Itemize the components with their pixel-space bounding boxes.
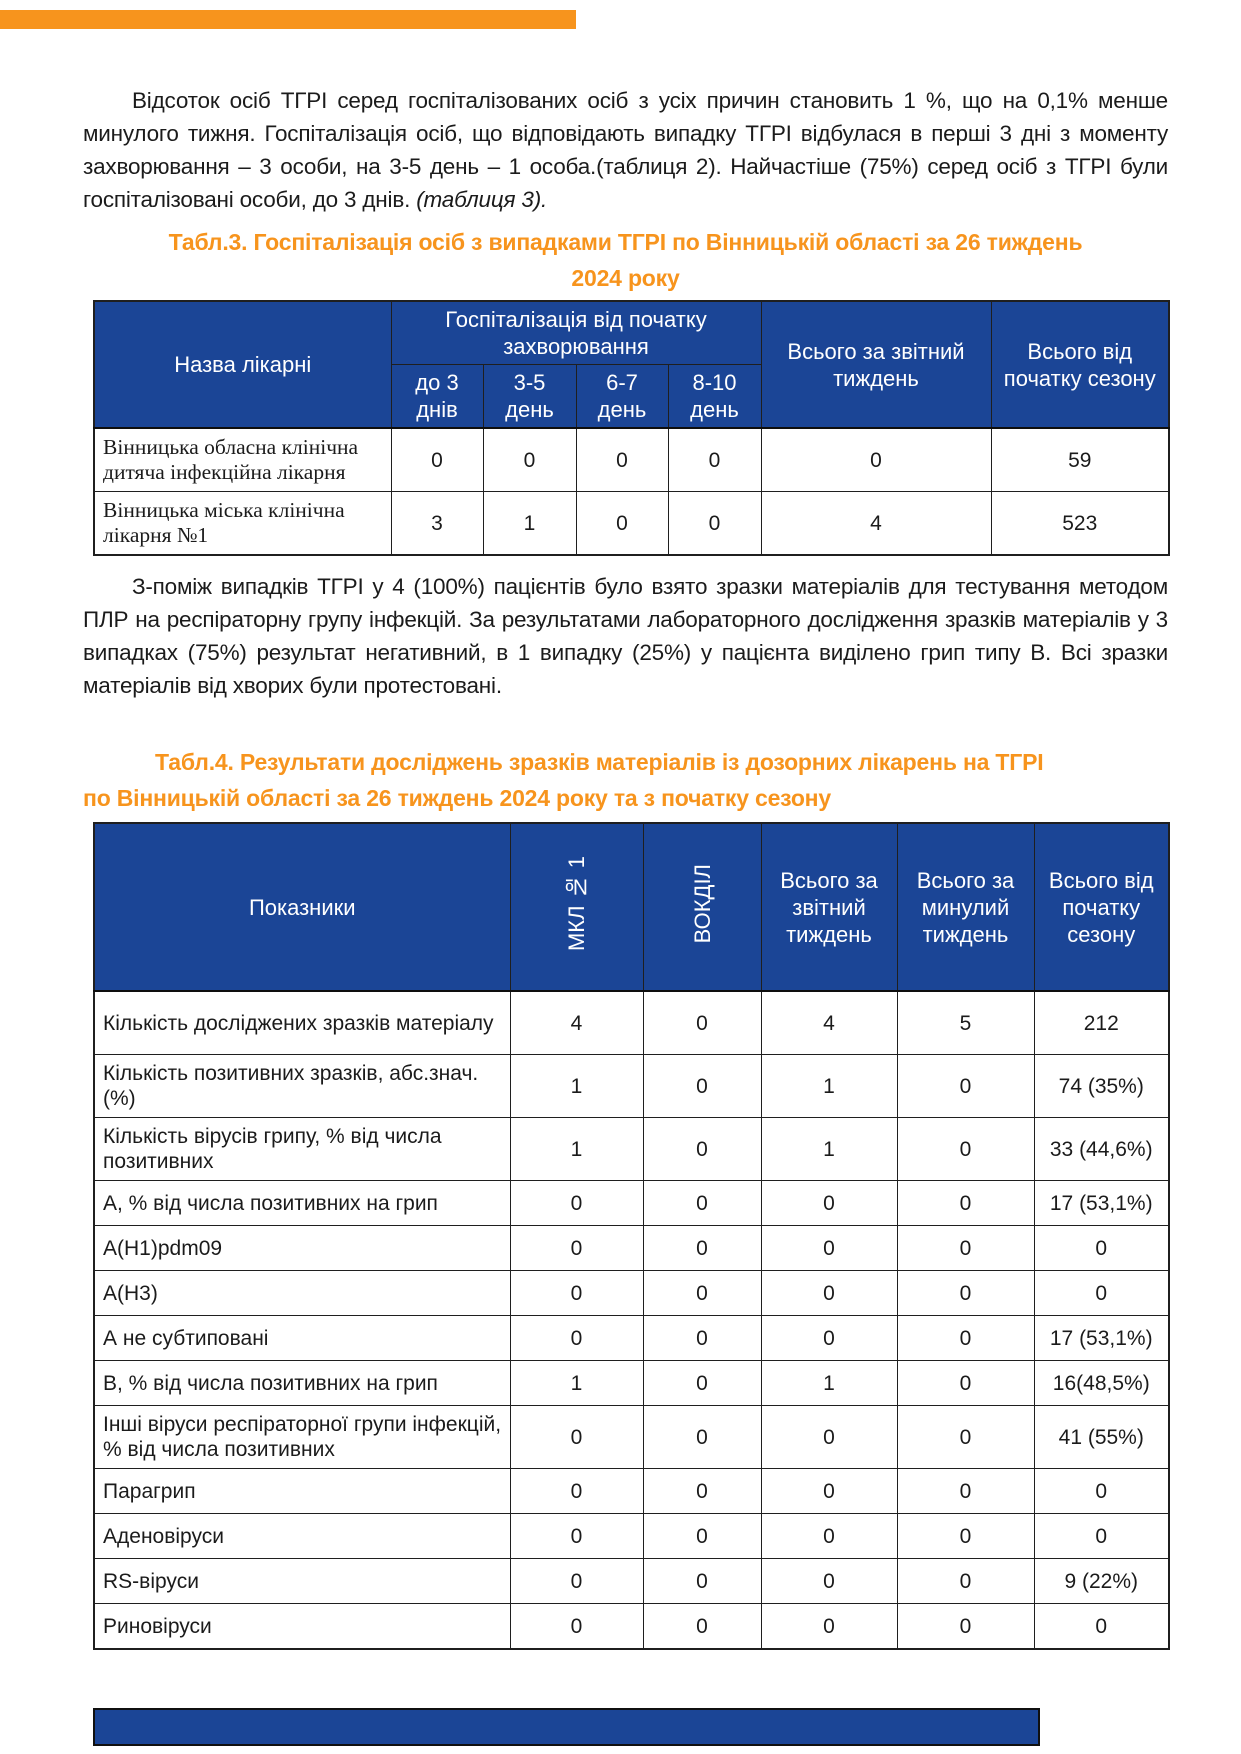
value-cell: 33 (44,6%) [1034,1118,1169,1181]
paragraph-hospitalization [83,84,1168,216]
value-cell: 74 (35%) [1034,1055,1169,1118]
value-cell: 0 [643,1271,761,1316]
table3-header-group: Госпіталізація від початку захворювання [391,301,761,365]
value-cell: 0 [643,1181,761,1226]
table4-header-mkl1 [510,823,643,991]
table3-title-line1: Табл.3. Госпіталізація осіб з випадками ТГРІ по Вінницькій області за 26 тиждень [168,229,1083,255]
value-cell: 0 [897,1181,1034,1226]
value-cell: 0 [643,1055,761,1118]
row-label-cell: A(H3) [94,1271,510,1316]
value-cell: 0 [897,1226,1034,1271]
value-cell: 0 [897,1271,1034,1316]
value-cell: 0 [510,1514,643,1559]
value-cell: 0 [510,1226,643,1271]
value-cell: 0 [1034,1604,1169,1650]
table4-header-vokdil-text: ВОКДІЛ [689,864,715,944]
table-row [94,1361,1169,1406]
paragraph-table3-reference: (таблиця 3). [416,187,548,212]
value-cell: 0 [510,1181,643,1226]
value-cell: 0 [761,1514,897,1559]
value-cell: 0 [643,1469,761,1514]
table-row [94,1181,1169,1226]
row-label-cell: Риновіруси [94,1604,510,1650]
table-row [94,1316,1169,1361]
value-cell: 0 [483,428,576,492]
bottom-cutoff-next-table-header-bar [93,1708,1040,1746]
value-cell: 0 [1034,1469,1169,1514]
table4-header-total-season: Всього від початку сезону [1034,823,1169,991]
table-row [94,1055,1169,1118]
paragraph-samples: З-поміж випадків ТГРІ у 4 (100%) пацієнтів було взято зразки матеріалів для тестування методом ПЛР на респіраторну групу інфекцій. За результатами лабораторного дослідження зразків матеріалів у 3 випадках (75%) результат негативний, в 1 випадку (25%) у пацієнта виділено грип типу В. Всі зразки матеріалів від хворих були протестовані. [83,574,1168,698]
value-cell: 0 [643,1361,761,1406]
value-cell: 0 [643,1316,761,1361]
table-row [94,1406,1169,1469]
value-cell: 0 [897,1406,1034,1469]
value-cell: 0 [761,1271,897,1316]
value-cell: 0 [761,1604,897,1650]
value-cell: 1 [761,1055,897,1118]
value-cell: 0 [668,428,761,492]
value-cell: 0 [761,1316,897,1361]
value-cell: 41 (55%) [1034,1406,1169,1469]
value-cell: 1 [510,1361,643,1406]
value-cell: 0 [897,1514,1034,1559]
table-row [94,1271,1169,1316]
value-cell: 1 [761,1118,897,1181]
table3-header-total-week: Всього за звітний тиждень [761,301,991,428]
row-label-cell: RS-віруси [94,1559,510,1604]
value-cell: 0 [510,1559,643,1604]
table4-header-mkl1-text: МКЛ № 1 [564,856,589,952]
value-cell: 0 [643,1118,761,1181]
row-label-cell: Кількість досліджених зразків матеріалу [94,991,510,1055]
paragraph-hospitalization-text: Відсоток осіб ТГРІ серед госпіталізованих осіб з усіх причин становить 1 %, що на 0,1% менше минулого тижня. Госпіталізація осіб, що відповідають випадку ТГРІ відбулася в перші 3 дні з моменту захворювання – 3 особи, на 3-5 день – 1 особа.(таблиця 2). Найчастіше (75%) серед осіб з ТГРІ були госпіталізовані особи, до 3 днів. [83,88,1168,212]
top-cutoff-orange-bar [0,10,576,29]
value-cell: 0 [761,1469,897,1514]
table-row [94,1559,1169,1604]
value-cell: 0 [643,1226,761,1271]
table3-hospitalization [93,300,1170,556]
value-cell: 1 [510,1118,643,1181]
table-row [94,1226,1169,1271]
table4-header-vokdil [643,823,761,991]
value-cell: 0 [897,1469,1034,1514]
table3-header [94,301,1169,428]
row-label-cell: Вінницька обласна клінічна дитяча інфекційна лікарня [94,428,391,492]
table4-title [83,744,1168,816]
page-content [83,84,1168,1650]
row-label-cell: A(H1)pdm09 [94,1226,510,1271]
table4-title-line1: Табл.4. Результати досліджень зразків матеріалів із дозорних лікарень на ТГРІ [155,749,1044,775]
value-cell: 0 [510,1271,643,1316]
table4-header [94,823,1169,991]
value-cell: 0 [1034,1271,1169,1316]
value-cell: 0 [510,1316,643,1361]
value-cell: 0 [897,1361,1034,1406]
table4-title-line2: по Вінницькій області за 26 тиждень 2024 року та з початку сезону [83,785,831,811]
table3-subheader-8-10: 8-10 день [668,365,761,429]
value-cell: 0 [643,1604,761,1650]
table3-body [94,428,1169,555]
table3-title-line2: 2024 року [571,265,680,291]
row-label-cell: Інші віруси респіраторної групи інфекцій, % від числа позитивних [94,1406,510,1469]
value-cell: 17 (53,1%) [1034,1181,1169,1226]
value-cell: 0 [510,1406,643,1469]
value-cell: 0 [643,991,761,1055]
table-row [94,1118,1169,1181]
value-cell: 0 [391,428,483,492]
value-cell: 0 [761,1406,897,1469]
value-cell: 0 [668,492,761,556]
row-label-cell: Парагрип [94,1469,510,1514]
value-cell: 4 [761,991,897,1055]
value-cell: 0 [897,1055,1034,1118]
row-label-cell: Кількість вірусів грипу, % від числа позитивних [94,1118,510,1181]
value-cell: 0 [1034,1514,1169,1559]
value-cell: 0 [897,1118,1034,1181]
row-label-cell: Кількість позитивних зразків, абс.знач. (%) [94,1055,510,1118]
table3-title [83,224,1168,296]
table4-header-indicators: Показники [94,823,510,991]
value-cell: 4 [510,991,643,1055]
value-cell: 0 [897,1559,1034,1604]
table3-header-total-season: Всього від початку сезону [991,301,1169,428]
value-cell: 0 [643,1406,761,1469]
value-cell: 4 [761,492,991,556]
value-cell: 9 (22%) [1034,1559,1169,1604]
value-cell: 1 [761,1361,897,1406]
value-cell: 0 [761,1559,897,1604]
value-cell: 0 [761,1181,897,1226]
table3-subheader-upto3: до 3 днів [391,365,483,429]
value-cell: 0 [761,428,991,492]
value-cell: 0 [643,1514,761,1559]
value-cell: 0 [1034,1226,1169,1271]
table-row [94,991,1169,1055]
value-cell: 17 (53,1%) [1034,1316,1169,1361]
table-row [94,1514,1169,1559]
table4-header-total-week: Всього за звітний тиждень [761,823,897,991]
row-label-cell: А не субтиповані [94,1316,510,1361]
table4-header-total-prev-week: Всього за минулий тиждень [897,823,1034,991]
value-cell: 523 [991,492,1169,556]
table3-header-hospital: Назва лікарні [94,301,391,428]
value-cell: 0 [576,492,668,556]
value-cell: 0 [761,1226,897,1271]
table3-subheader-6-7: 6-7 день [576,365,668,429]
value-cell: 0 [897,1316,1034,1361]
value-cell: 0 [576,428,668,492]
row-label-cell: Вінницька міська клінічна лікарня №1 [94,492,391,556]
table-row [94,428,1169,492]
table4-body [94,991,1169,1649]
value-cell: 212 [1034,991,1169,1055]
value-cell: 0 [510,1604,643,1650]
value-cell: 1 [510,1055,643,1118]
table-row [94,1604,1169,1650]
table4-lab-results [93,822,1170,1650]
value-cell: 0 [643,1559,761,1604]
value-cell: 59 [991,428,1169,492]
value-cell: 3 [391,492,483,556]
table-row [94,492,1169,556]
value-cell: 0 [510,1469,643,1514]
value-cell: 0 [897,1604,1034,1650]
row-label-cell: Аденовіруси [94,1514,510,1559]
value-cell: 16(48,5%) [1034,1361,1169,1406]
row-label-cell: А, % від числа позитивних на грип [94,1181,510,1226]
value-cell: 1 [483,492,576,556]
table3-subheader-3-5: 3-5 день [483,365,576,429]
value-cell: 5 [897,991,1034,1055]
table-row [94,1469,1169,1514]
row-label-cell: В, % від числа позитивних на грип [94,1361,510,1406]
